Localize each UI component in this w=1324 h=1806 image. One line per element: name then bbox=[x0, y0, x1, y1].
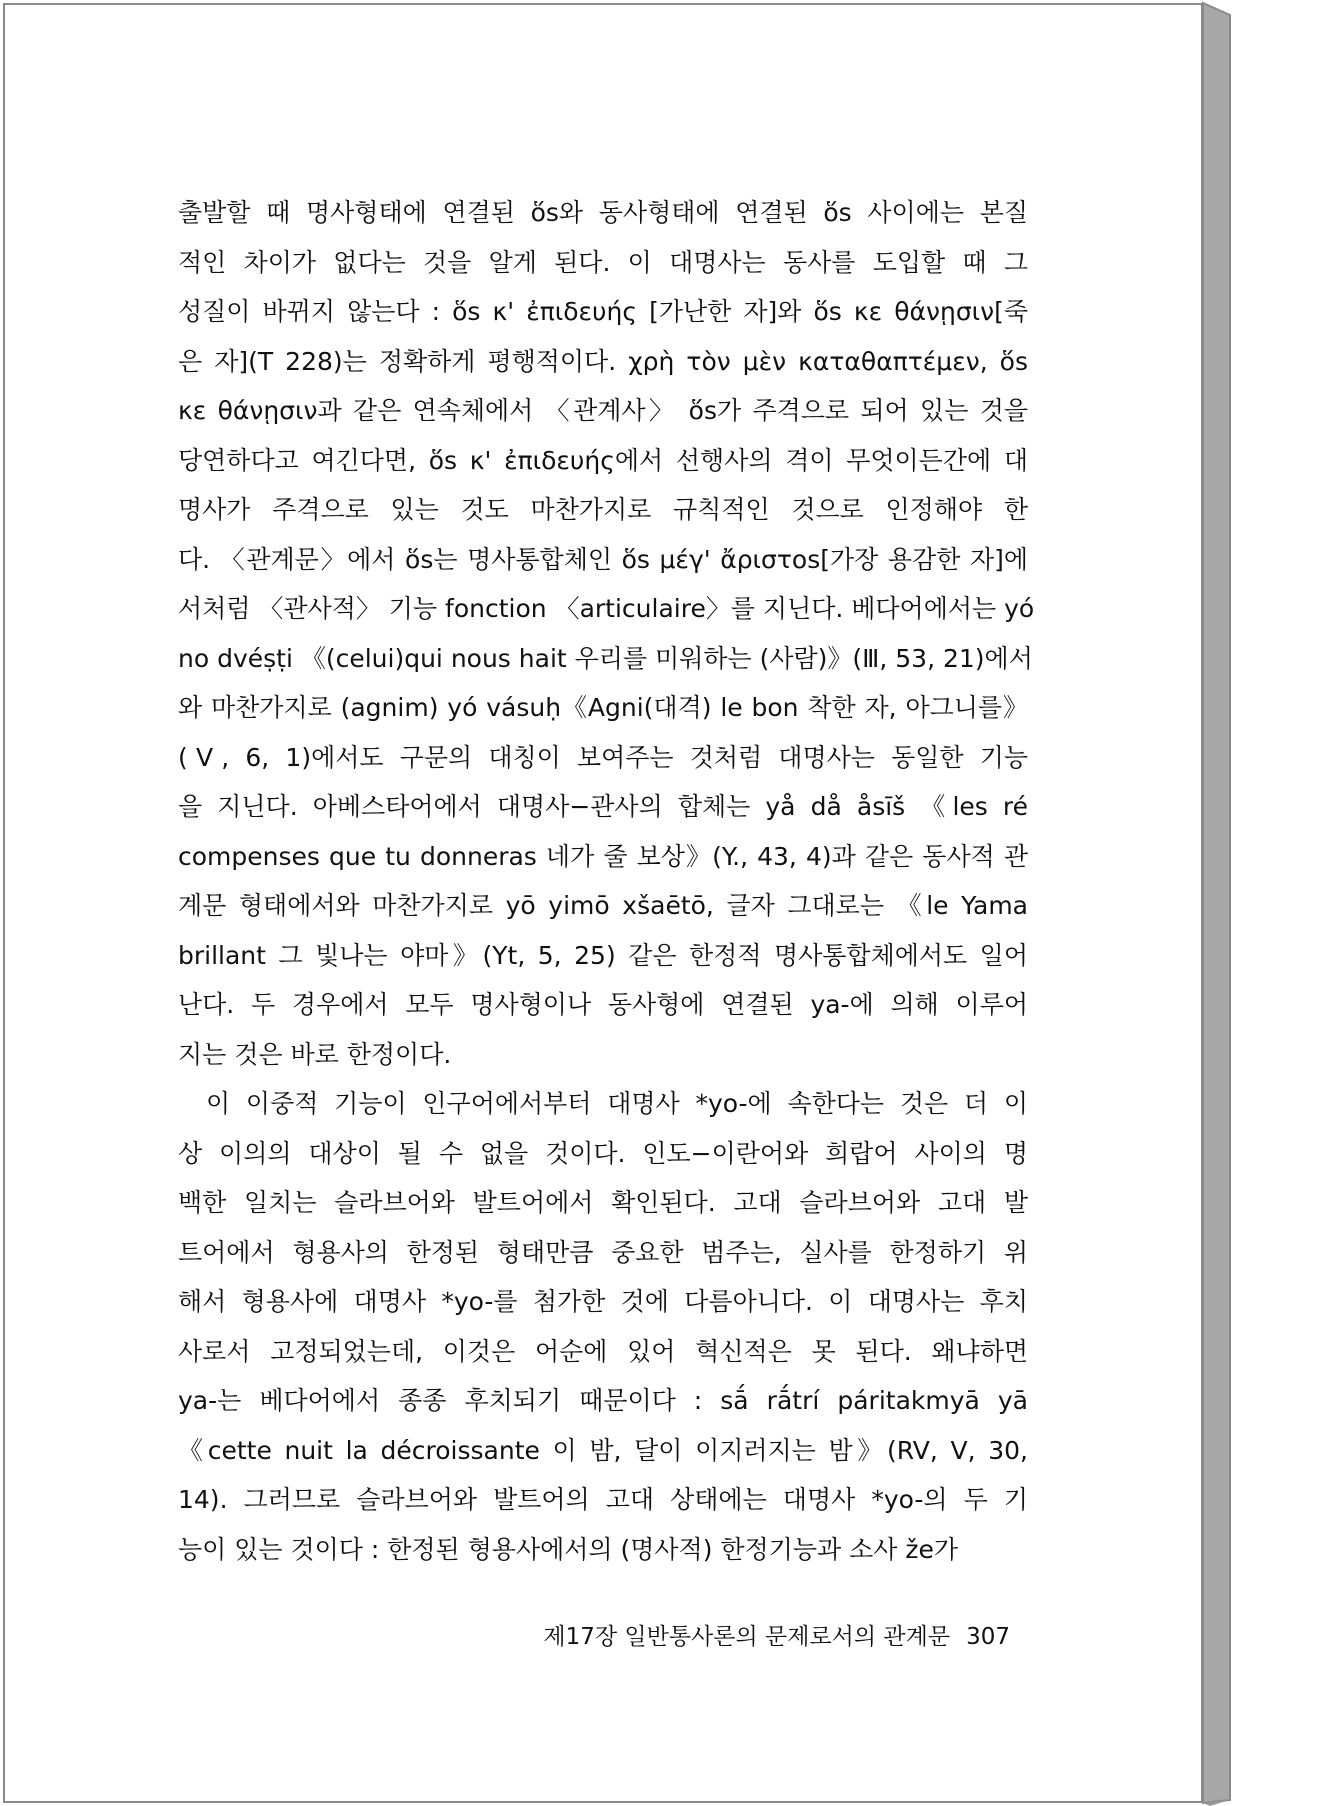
text-line: 14). 그러므로 슬라브어와 발트어의 고대 상태에는 대명사 *yo-의 두 기 bbox=[178, 1485, 1028, 1514]
text-line: no dvéṣṭi 《(celui)qui nous hait 우리를 미워하는 (사람)》(Ⅲ, 53, 21)에서 bbox=[178, 643, 1033, 673]
text-line: 백한 일치는 슬라브어와 발트어에서 확인된다. 고대 슬라브어와 고대 발 bbox=[178, 1188, 1028, 1217]
text-line: 《cette nuit la décroissante 이 밤, 달이 이지러지는 밤》(RV, V, 30, bbox=[178, 1435, 1028, 1465]
text-line: 당연하다고 여긴다면, ὅs κ' ἐπιδευής에서 선행사의 격이 무엇이든간에 대 bbox=[178, 445, 1028, 475]
text-line: 이 이중적 기능이 인구어에서부터 대명사 *yo-에 속한다는 것은 더 이 bbox=[206, 1089, 1028, 1118]
text-line: 상 이의의 대상이 될 수 없을 것이다. 인도−이란어와 희랍어 사이의 명 bbox=[178, 1138, 1028, 1168]
text-line: 명사가 주격으로 있는 것도 마찬가지로 규칙적인 것으로 인정해야 한 bbox=[178, 495, 1028, 524]
text-line: 다. 〈관계문〉에서 ὅs는 명사통합체인 ὅs μέγ' ἄριστοs[가장 용감한 자]에 bbox=[178, 544, 1028, 574]
text-line: 지는 것은 바로 한정이다. bbox=[178, 1039, 452, 1069]
text-line: 계문 형태에서와 마찬가지로 yō yimō xšaētō, 글자 그대로는 《le Yama bbox=[178, 891, 1028, 920]
text-line: 트어에서 형용사의 한정된 형태만큼 중요한 범주는, 실사를 한정하기 위 bbox=[178, 1237, 1028, 1267]
paragraph bbox=[178, 188, 1035, 1079]
text-line: 을 지닌다. 아베스타어에서 대명사−관사의 합체는 yå då åsīš 《les ré bbox=[178, 792, 1028, 821]
text-line: 와 마찬가지로 (agnim) yó vásuḥ《Agni(대격) le bon 착한 자, 아그니를》 bbox=[178, 693, 1028, 722]
text-line: (Ⅴ, 6, 1)에서도 구문의 대칭이 보여주는 것처럼 대명사는 동일한 기능 bbox=[178, 742, 1028, 772]
text-line: 서처럼 〈관사적〉 기능 fonction 〈articulaire〉를 지닌다. 베다어에서는 yó bbox=[178, 594, 1035, 623]
text-line: κε θάνῃσιν과 같은 연속체에서 〈관계사〉 ὅs가 주격으로 되어 있는 것을 bbox=[178, 396, 1028, 425]
text-line: ya-는 베다어에서 종종 후치되기 때문이다 : sā́ rā́trí páritakmyā yā bbox=[178, 1386, 1028, 1415]
text-line: 성질이 바뀌지 않는다 : ὅs κ' ἐπιδευής [가난한 자]와 ὅs κε θάνῃσιν[죽 bbox=[178, 297, 1028, 326]
text-line: 사로서 고정되었는데, 이것은 어순에 있어 혁신적은 못 된다. 왜냐하면 bbox=[178, 1336, 1028, 1366]
body-text bbox=[178, 188, 1035, 1574]
text-line: 은 자](T 228)는 정확하게 평행적이다. χρὴ τὸν μὲν καταθαπτέμεν, ὅs bbox=[178, 346, 1028, 376]
chapter-title: 제17장 일반통사론의 문제로서의 관계문 bbox=[543, 1624, 951, 1650]
text-line: 난다. 두 경우에서 모두 명사형이나 동사형에 연결된 ya-에 의해 이루어 bbox=[178, 990, 1028, 1019]
text-line: 해서 형용사에 대명사 *yo-를 첨가한 것에 다름아니다. 이 대명사는 후치 bbox=[178, 1287, 1028, 1316]
text-line: 적인 차이가 없다는 것을 알게 된다. 이 대명사는 동사를 도입할 때 그 bbox=[178, 247, 1028, 277]
text-line: compenses que tu donneras 네가 줄 보상》(Y., 43, 4)과 같은 동사적 관 bbox=[178, 841, 1028, 871]
paragraph bbox=[178, 1079, 1028, 1574]
page-number: 307 bbox=[966, 1624, 1010, 1650]
text-line: brillant 그 빛나는 야마》(Yt, 5, 25) 같은 한정적 명사통합체에서도 일어 bbox=[178, 940, 1028, 970]
text-line: 능이 있는 것이다 : 한정된 형용사에서의 (명사적) 한정기능과 소사 že가 bbox=[178, 1534, 959, 1564]
text-line: 출발할 때 명사형태에 연결된 ὅs와 동사형태에 연결된 ὅs 사이에는 본질 bbox=[178, 198, 1028, 227]
running-footer bbox=[470, 1618, 1010, 1651]
